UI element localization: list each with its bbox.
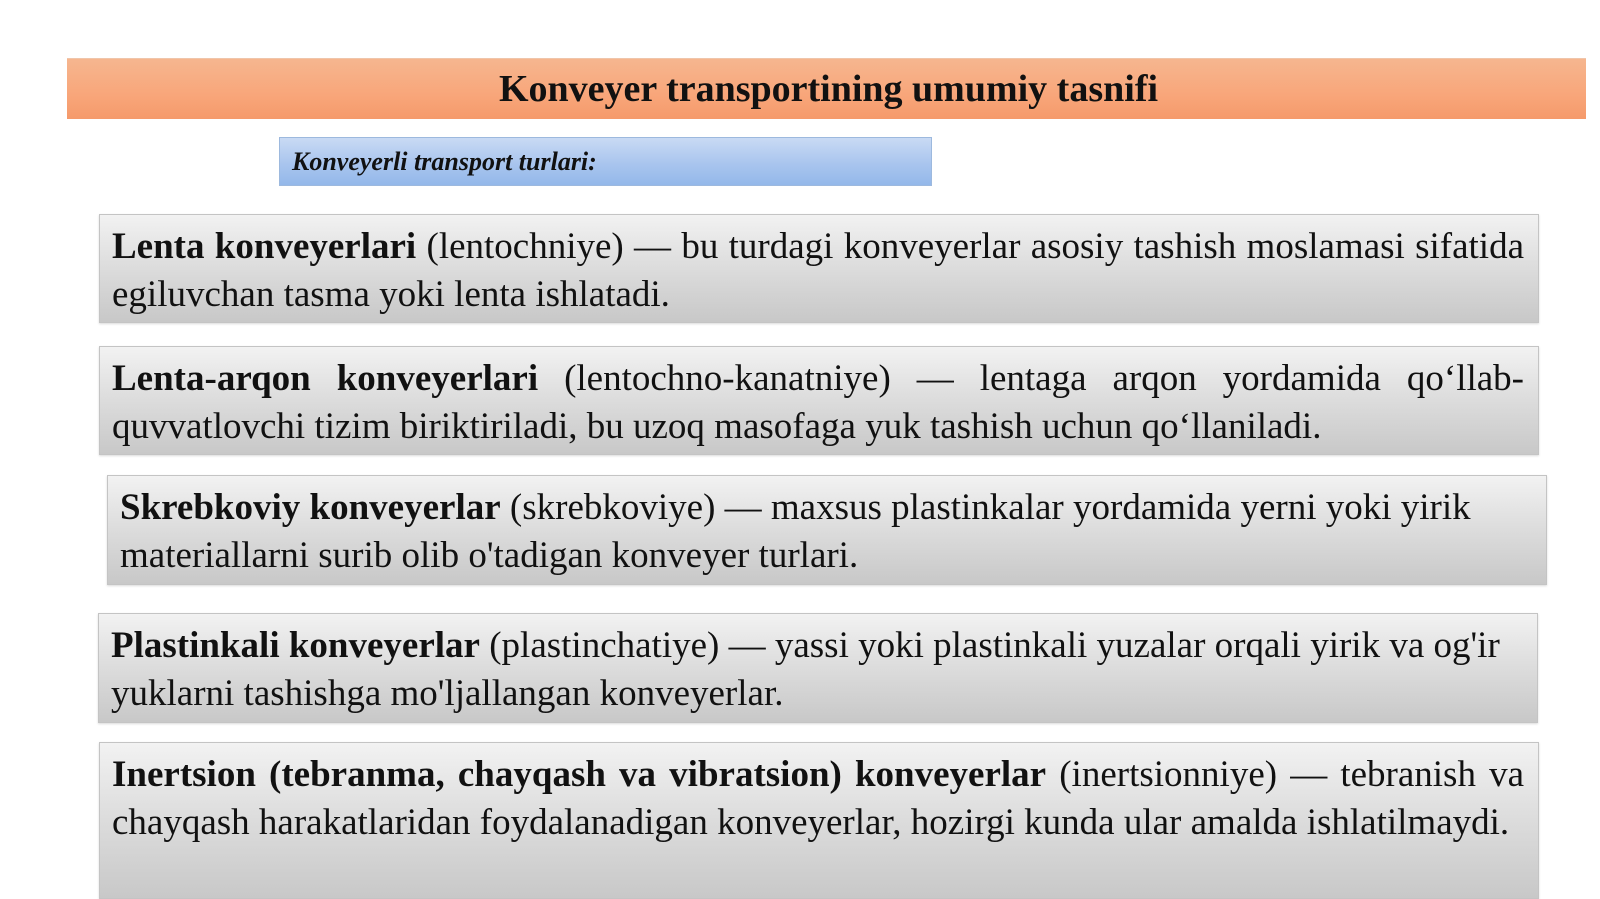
- conveyor-type-term: Plastinkali konveyerlar: [111, 625, 480, 666]
- conveyor-type-description: (inertsionniye) — tebranish va chayqash harakatlaridan foydalanadigan konveyerlar, hozirgi kunda ular amalda ishlatilmaydi.: [112, 754, 1524, 843]
- conveyor-type-item: [99, 214, 1539, 323]
- subtitle-box: [279, 137, 932, 186]
- conveyor-type-item: [107, 475, 1547, 585]
- conveyor-type-item: [99, 742, 1539, 899]
- conveyor-type-term: Inertsion (tebranma, chayqash va vibratsion) konveyerlar: [112, 754, 1047, 795]
- conveyor-type-item: [99, 346, 1539, 455]
- subtitle-text: Konveyerli transport turlari:: [292, 146, 597, 176]
- conveyor-type-term: Lenta konveyerlari: [112, 226, 417, 267]
- conveyor-type-item: [98, 613, 1538, 723]
- conveyor-type-description: (lentochniye) — bu turdagi konveyerlar asosiy tashish moslamasi sifatida egiluvchan tasma yoki lenta ishlatadi.: [112, 226, 1525, 315]
- conveyor-type-description: (lentochno-kanatniye) — lentaga arqon yordamida qo‘llab-quvvatlovchi tizim biriktiriladi, bu uzoq masofaga yuk tashish uchun qo‘llaniladi.: [112, 358, 1524, 447]
- conveyor-type-term: Skrebkoviy konveyerlar: [120, 487, 501, 528]
- conveyor-type-description: (skrebkoviye) — maxsus plastinkalar yordamida yerni yoki yirik materiallarni surib olib o'tadigan konveyer turlari.: [120, 487, 1471, 576]
- slide-title-bar: [67, 58, 1586, 119]
- conveyor-type-term: Lenta-arqon konveyerlari: [112, 358, 539, 399]
- conveyor-type-description: (plastinchatiye) — yassi yoki plastinkali yuzalar orqali yirik va og'ir yuklarni tashishga mo'ljallangan konveyerlar.: [111, 625, 1500, 714]
- slide-title: Konveyer transportining umumiy tasnifi: [498, 68, 1159, 110]
